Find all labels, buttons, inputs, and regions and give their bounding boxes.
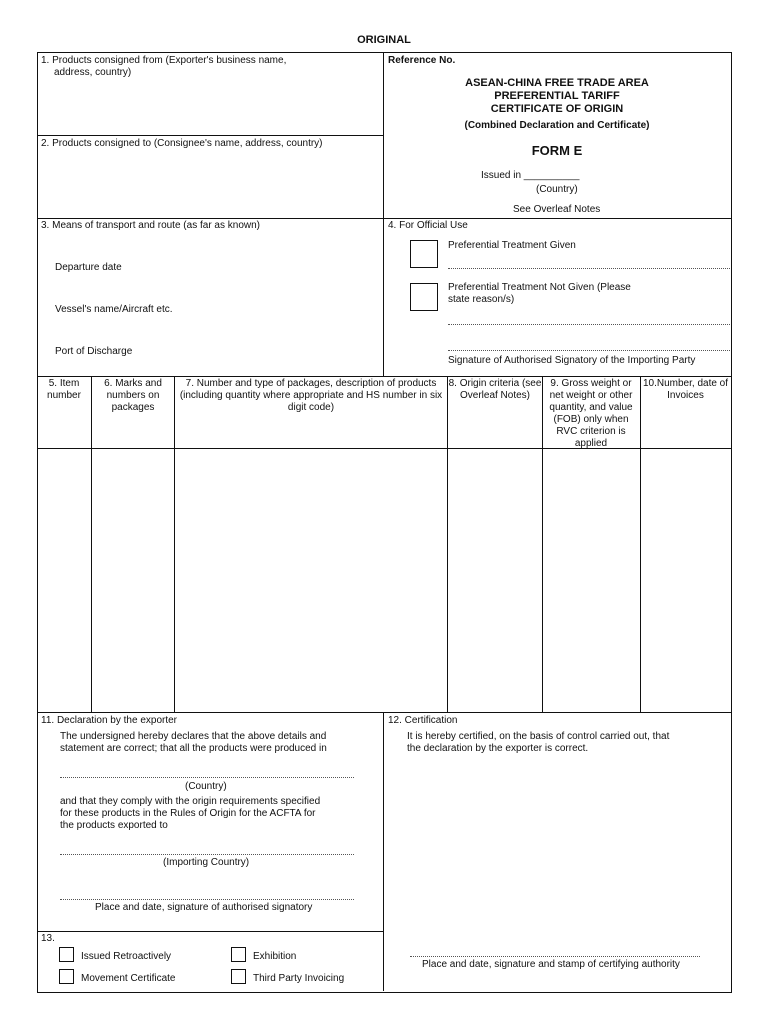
dotted-line: [60, 777, 354, 778]
movement-certificate-checkbox[interactable]: [59, 969, 74, 984]
importing-country-caption: (Importing Country): [163, 857, 250, 868]
declaration-text-3: and that they comply with the origin requirements specified: [60, 796, 321, 807]
certification-text-1: It is hereby certified, on the basis of control carried out, that: [407, 731, 670, 742]
issued-country-caption: (Country): [536, 184, 578, 195]
divider: [542, 376, 543, 712]
box11-label: 11. Declaration by the exporter: [41, 715, 178, 726]
title-subtitle: (Combined Declaration and Certificate): [464, 120, 650, 131]
column-header-invoices: 10.Number, date of Invoices: [642, 378, 729, 401]
issued-retroactively-label: Issued Retroactively: [81, 951, 172, 962]
divider: [37, 712, 731, 713]
movement-certificate-label: Movement Certificate: [81, 973, 176, 984]
preferential-not-given-checkbox[interactable]: [410, 283, 438, 311]
preferential-given-label: Preferential Treatment Given: [448, 240, 576, 251]
box13-label: 13.: [41, 933, 55, 944]
form-e-title: FORM E: [531, 143, 583, 158]
third-party-invoicing-checkbox[interactable]: [231, 969, 246, 984]
third-party-invoicing-label: Third Party Invoicing: [253, 973, 345, 984]
box2-label: 2. Products consigned to (Consignee's name, address, country): [41, 138, 323, 149]
preferential-not-given-label: Preferential Treatment Not Given (Please: [448, 282, 631, 293]
column-header-item-number: 5. Item number: [47, 378, 81, 401]
importing-party-signature-label: Signature of Authorised Signatory of the Importing Party: [448, 355, 696, 366]
divider: [37, 931, 383, 932]
divider: [91, 376, 92, 712]
form-frame: [37, 52, 732, 993]
departure-date-label: Departure date: [55, 262, 122, 273]
dotted-line: [448, 324, 730, 325]
box1-label: 1. Products consigned from (Exporter's business name,: [41, 55, 287, 66]
certifying-authority-caption: Place and date, signature and stamp of certifying authority: [422, 959, 680, 970]
divider: [37, 218, 731, 219]
divider: [640, 376, 641, 712]
declaration-text-4: for these products in the Rules of Origin for the ACFTA for: [60, 808, 316, 819]
declaration-text-1: The undersigned hereby declares that the above details and: [60, 731, 327, 742]
preferential-given-checkbox[interactable]: [410, 240, 438, 268]
issued-retroactively-checkbox[interactable]: [59, 947, 74, 962]
dotted-line: [410, 956, 700, 957]
title-line-2: PREFERENTIAL TARIFF: [494, 90, 620, 102]
divider: [174, 376, 175, 712]
port-of-discharge-label: Port of Discharge: [55, 346, 133, 357]
declaration-country-caption: (Country): [185, 781, 227, 792]
divider: [383, 712, 384, 991]
dotted-line: [448, 350, 730, 351]
exhibition-label: Exhibition: [253, 951, 297, 962]
vessel-name-label: Vessel's name/Aircraft etc.: [55, 304, 173, 315]
exhibition-checkbox[interactable]: [231, 947, 246, 962]
exporter-signature-caption: Place and date, signature of authorised signatory: [95, 902, 313, 913]
column-header-weight-value: 9. Gross weight or net weight or other quantity, and value (FOB) only when RVC criterion is applied: [549, 378, 633, 449]
reference-label: Reference No.: [388, 55, 456, 66]
divider: [37, 376, 731, 377]
title-line-3: CERTIFICATE OF ORIGIN: [490, 103, 624, 115]
document-title-original: ORIGINAL: [357, 34, 411, 46]
box1-label-2: address, country): [54, 67, 132, 78]
overleaf-notes: See Overleaf Notes: [513, 204, 601, 215]
dotted-line: [60, 899, 354, 900]
divider: [447, 376, 448, 712]
declaration-text-5: the products exported to: [60, 820, 168, 831]
dotted-line: [60, 854, 354, 855]
dotted-line: [448, 268, 730, 269]
column-header-description: 7. Number and type of packages, description of products (including quantity where appropriate and HS number in six digit code): [179, 378, 443, 413]
box12-label: 12. Certification: [388, 715, 458, 726]
certification-text-2: the declaration by the exporter is correct.: [407, 743, 589, 754]
box3-label: 3. Means of transport and route (as far as known): [41, 220, 260, 231]
column-header-origin-criteria: 8. Origin criteria (see Overleaf Notes): [448, 378, 542, 401]
box4-label: 4. For Official Use: [388, 220, 468, 231]
preferential-not-given-label-2: state reason/s): [448, 294, 515, 305]
title-line-1: ASEAN-CHINA FREE TRADE AREA: [465, 77, 649, 89]
column-header-marks: 6. Marks and numbers on packages: [104, 378, 162, 413]
issued-in-field: Issued in __________: [481, 170, 580, 181]
declaration-text-2: statement are correct; that all the products were produced in: [60, 743, 327, 754]
divider: [37, 135, 383, 136]
